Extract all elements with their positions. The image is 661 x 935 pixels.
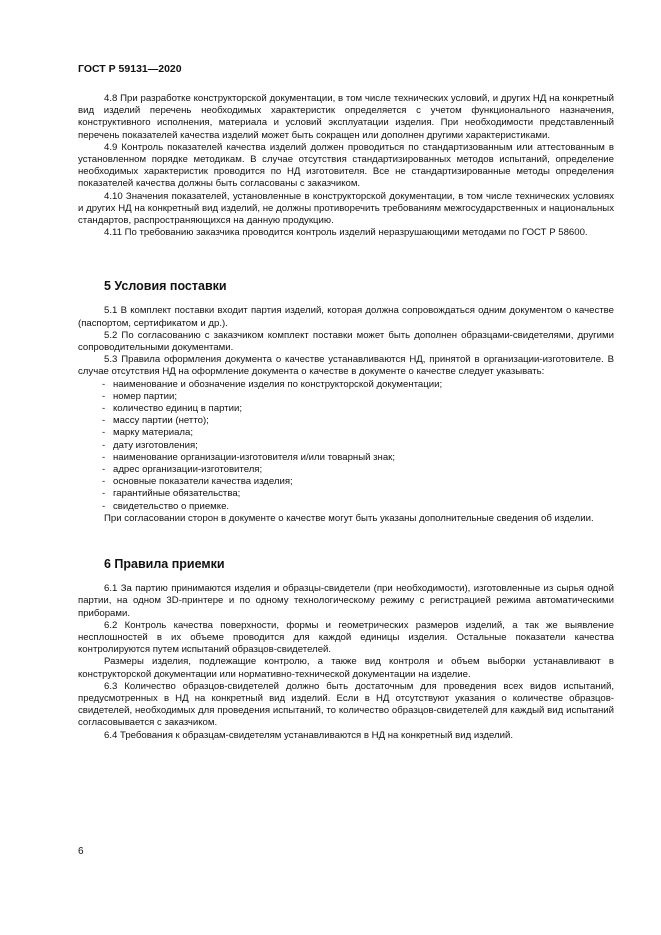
- paragraph-5-additional: При согласовании сторон в документе о качестве могут быть указаны дополнительные сведения об изделии.: [104, 512, 594, 524]
- list-item: - наименование и обозначение изделия по конструкторской документации;: [102, 378, 443, 390]
- paragraph-6-2: 6.2 Контроль качества поверхности, формы и геометрических размеров изделий, а так же выявление несплошностей в их объеме проводится для каждой единицы изделия. Остальные показатели качества контролируются путем испытаний образцов-свидетелей.: [78, 619, 614, 656]
- paragraph-4-10: 4.10 Значения показателей, установленные в конструкторской документации, в том числе технических условиях и других НД на конкретный вид изделий, не должны противоречить требованиям межгосударственных и национальных стандартов, распространяющихся на данную продукцию.: [78, 190, 614, 227]
- document-header-id: ГОСТ Р 59131—2020: [78, 63, 182, 75]
- paragraph-4-9: 4.9 Контроль показателей качества изделий должен проводиться по стандартизованным или аттестованным в установленном порядке методикам. В случае отсутствия стандартизированных методов испытаний, определение необходимых характеристик проводится по НД изготовителя. Все не стандартизированные методы определения показателей качества должны быть согласованы с заказчиком.: [78, 141, 614, 190]
- section-5-heading: 5 Условия поставки: [104, 279, 227, 294]
- paragraph-5-1: 5.1 В комплект поставки входит партия изделий, которая должна сопровождаться одним документом о качестве (паспортом, сертификатом и др.).: [78, 305, 614, 329]
- paragraph-5-2: 5.2 По согласованию с заказчиком комплект поставки может быть дополнен образцами-свидетелями, другими сопроводительными документами.: [78, 329, 614, 354]
- section-6-heading: 6 Правила приемки: [104, 557, 225, 572]
- page-content: [78, 93, 614, 742]
- page-number: 6: [78, 846, 84, 857]
- list-item: - наименование организации-изготовителя и/или товарный знак;: [102, 451, 396, 463]
- list-item: - количество единиц в партии;: [102, 403, 242, 415]
- paragraph-6-3: 6.3 Количество образцов-свидетелей должно быть достаточным для проведения всех видов испытаний, предусмотренных в НД на конкретный вид изделий. Если в НД отсутствуют указания о количестве образцов-свидетелей, необходимых для проведения испытаний, то количество образцов-свидетелей для каждый вид испытаний согласовывается с заказчиком.: [78, 680, 614, 729]
- paragraph-4-8: 4.8 При разработке конструкторской документации, в том числе технических условий, и других НД на конкретный вид изделий перечень необходимых характеристик определяется с учетом функционального назначения, конструктивного исполнения, материала и условий эксплуатации изделия. При необходимости представленный перечень показателей качества изделий может быть сокращен или дополнен другими характеристиками.: [78, 93, 614, 141]
- paragraph-5-3: 5.3 Правила оформления документа о качестве устанавливаются НД, принятой в организации-изготовителе. В случае отсутствия НД на оформление документа о качестве в документе о качестве следует указывать:: [78, 354, 614, 378]
- paragraph-6-2-sizes: Размеры изделия, подлежащие контролю, а также вид контроля и объем выборки устанавливают в конструкторской документации или нормативно-технической документации на изделие.: [78, 656, 614, 680]
- list-item: - адрес организации-изготовителя;: [102, 464, 263, 476]
- list-item: - номер партии;: [102, 390, 177, 402]
- paragraph-6-4: 6.4 Требования к образцам-свидетелям устанавливаются в НД на конкретный вид изделий.: [104, 729, 514, 741]
- quality-document-list: [78, 379, 614, 513]
- list-item: - гарантийные обязательства;: [102, 488, 241, 500]
- list-item: - основные показатели качества изделия;: [102, 476, 293, 488]
- list-item: - массу партии (нетто);: [102, 415, 209, 427]
- list-item: - марку материала;: [102, 427, 194, 439]
- list-item: - дату изготовления;: [102, 439, 198, 451]
- paragraph-4-11: 4.11 По требованию заказчика проводится контроль изделий неразрушающими методами по ГОСТ Р 58600.: [104, 227, 588, 239]
- list-item: - свидетельство о приемке.: [102, 500, 230, 512]
- paragraph-6-1: 6.1 За партию принимаются изделия и образцы-свидетели (при необходимости), изготовленные из сырья одной партии, на одном 3D-принтере и по одному технологическому режиму с регистрацией режима автоматическими приборами.: [78, 583, 614, 619]
